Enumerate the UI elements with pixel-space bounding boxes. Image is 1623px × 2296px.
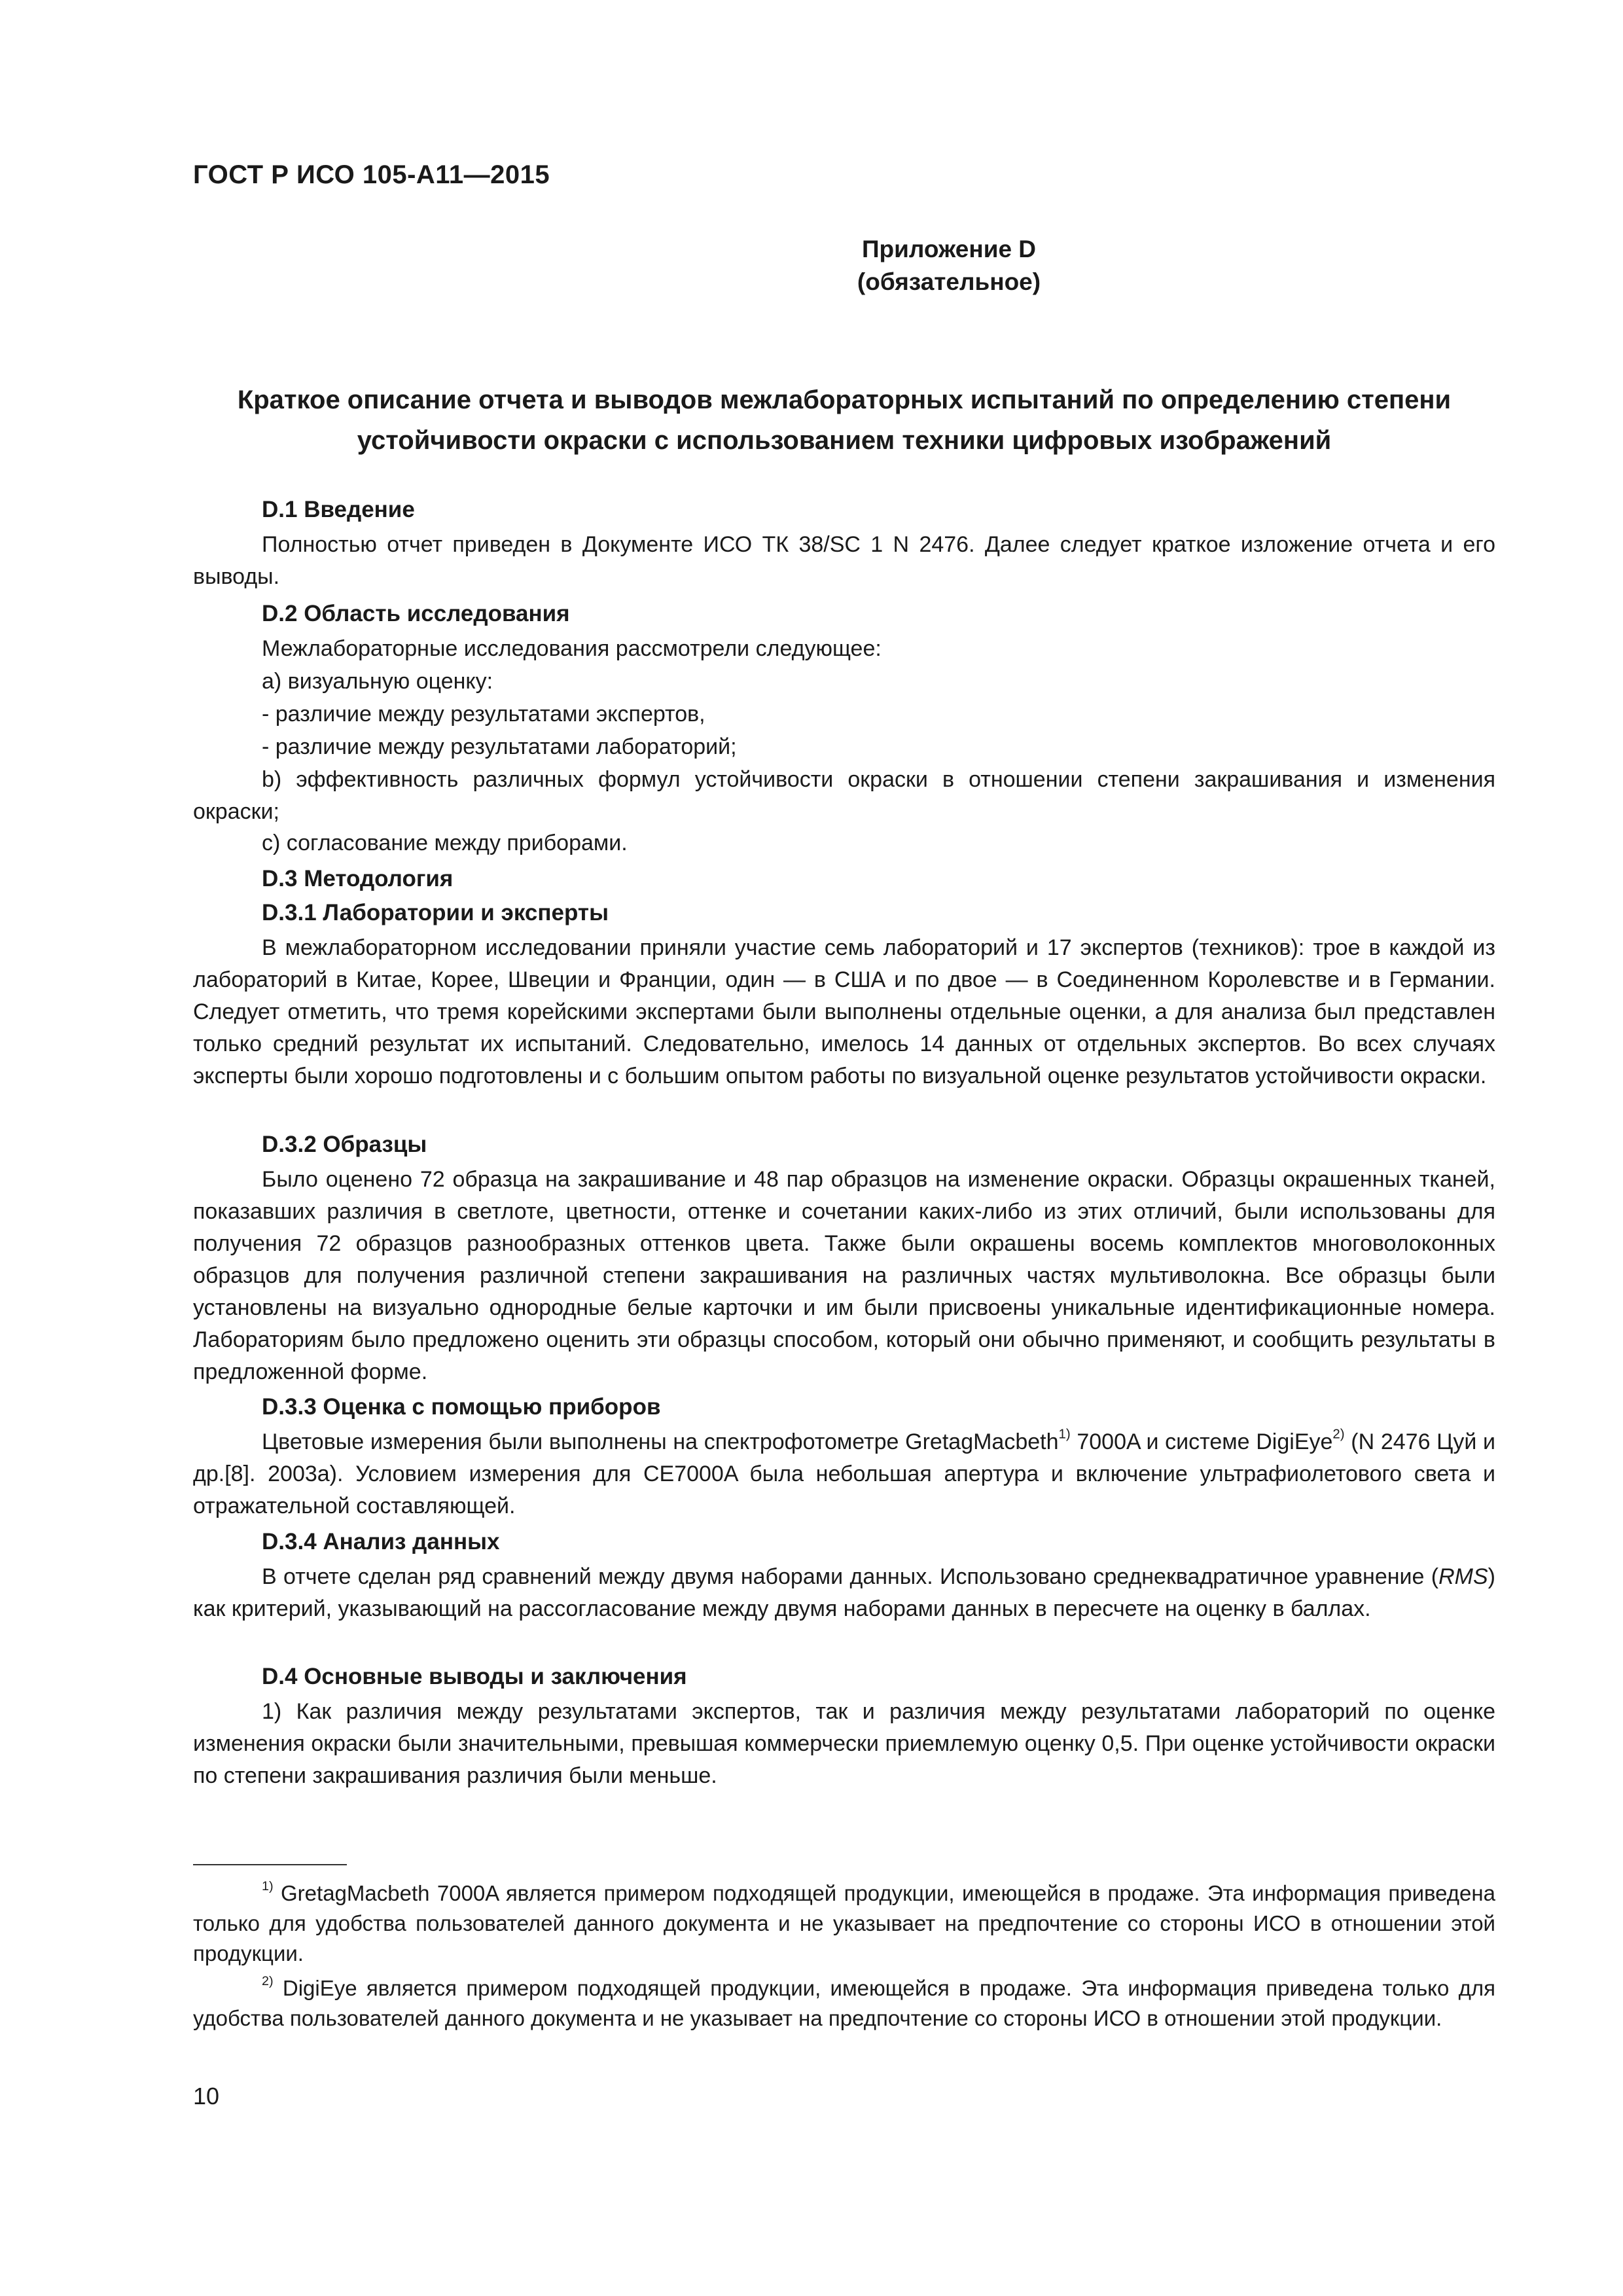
footnote-1-text: GretagMacbeth 7000A является примером подходящей продукции, имеющейся в продаже. Эта информация приведена только для удобства пользователей данного документа и не указывает на предпочтение со стороны ИСО в отношении этой продукции. [193, 1881, 1495, 1965]
appendix-label: Приложение D [861, 236, 1037, 262]
section-d34-text [193, 1561, 1495, 1625]
rms-abbreviation: RMS [1438, 1564, 1488, 1589]
d34-text-part-1: В отчете сделан ряд сравнений между двумя наборами данных. Использовано среднеквадратичное уравнение ( [262, 1564, 1439, 1589]
section-d3-heading: D.3 Методология [262, 866, 454, 891]
footnote-2 [193, 1973, 1495, 2034]
footnote-divider [193, 1864, 347, 1865]
section-d4-heading: D.4 Основные выводы и заключения [262, 1664, 687, 1689]
section-d4-text: 1) Как различия между результатами экспертов, так и различия между результатами лабораторий по оценке изменения окраски были значительными, превышая коммерчески приемлемую оценку 0,5. При оценке устойчивости окраски по степени закрашивания различия были меньше. [193, 1699, 1495, 1788]
list-item-b: b) эффективность различных формул устойчивости окраски в отношении степени закрашивания и изменения окраски; [193, 767, 1495, 824]
section-d32-text: Было оценено 72 образца на закрашивание и 48 пар образцов на изменение окраски. Образцы окрашенных тканей, показавших различия в светлоте, цветности, оттенке и сочетании каких-либо из этих отличий, были использованы для получения 72 образцов разнообразных оттенков цвета. Также были окрашены восемь комплектов многоволоконных образцов для получения различной степени закрашивания на различных частях мультиволокна. Все образцы были установлены на визуально однородные белые карточки и им были присвоены уникальные идентификационные номера. Лабораториям было предложено оценить эти образцы способом, который они обычно применяют, и сообщить результаты в предложенной форме. [193, 1167, 1495, 1384]
section-d31-heading: D.3.1 Лаборатории и эксперты [262, 900, 609, 925]
footnote-2-text: DigiEye является примером подходящей продукции, имеющейся в продаже. Эта информация приведена только для удобства пользователей данного документа и не указывает на предпочтение со стороны ИСО в отношении этой продукции. [193, 1976, 1495, 2030]
d33-text-part-2: 7000A и системе DigiEye [1070, 1429, 1333, 1454]
section-d1-text: Полностью отчет приведен в Документе ИСО ТК 38/SC 1 N 2476. Далее следует краткое изложение отчета и его выводы. [193, 532, 1495, 589]
footnote-1 [193, 1878, 1495, 1969]
list-item-a2: - различие между результатами лабораторий; [262, 734, 737, 759]
appendix-status: (обязательное) [857, 268, 1041, 295]
appendix-title-line-2: устойчивости окраски с использованием техники цифровых изображений [357, 426, 1332, 455]
footnote-ref-1: 1) [1058, 1427, 1071, 1442]
d34-text-part-2: ) как критерий, указывающий на рассогласование между двумя наборами данных в пересчете на оценку в баллах. [193, 1564, 1495, 1621]
appendix-title-line-1: Краткое описание отчета и выводов межлабораторных испытаний по определению степени [237, 386, 1452, 414]
section-d32-heading: D.3.2 Образцы [262, 1132, 427, 1157]
page-number: 10 [193, 2083, 220, 2109]
section-d33-text [193, 1426, 1495, 1522]
d33-text-part-1: Цветовые измерения были выполнены на спектрофотометре GretagMacbeth [262, 1429, 1059, 1454]
section-d34-heading: D.3.4 Анализ данных [262, 1529, 500, 1554]
d33-text-part-3: (N 2476 Цуй и др.[8]. 2003a). Условием измерения для CE7000A была небольшая апертура и включение ультрафиолетового света и отражательной составляющей. [193, 1429, 1496, 1518]
appendix-title [193, 380, 1495, 461]
list-item-a: а) визуальную оценку: [262, 669, 493, 694]
section-d31-text: В межлабораторном исследовании приняли участие семь лабораторий и 17 экспертов (техников): трое в каждой из лабораторий в Китае, Корее, Швеции и Франции, один — в США и по двое — в Соединенном Королевстве и в Германии. Следует отметить, что тремя корейскими экспертами были выполнены отдельные оценки, а для анализа был представлен только средний результат их испытаний. Следовательно, имелось 14 данных от отдельных экспертов. Во всех случаях эксперты были хорошо подготовлены и с большим опытом работы по визуальной оценке результатов устойчивости окраски. [193, 935, 1495, 1088]
section-d2-intro: Межлабораторные исследования рассмотрели следующее: [262, 636, 882, 661]
section-d33-heading: D.3.3 Оценка с помощью приборов [262, 1394, 661, 1420]
list-item-a1: - различие между результатами экспертов, [262, 702, 705, 726]
section-d1-heading: D.1 Введение [262, 497, 415, 522]
footnote-2-mark: 2) [262, 1974, 274, 1989]
footnote-1-mark: 1) [262, 1879, 274, 1894]
footnote-ref-2: 2) [1332, 1427, 1345, 1442]
section-d2-heading: D.2 Область исследования [262, 601, 570, 626]
document-code: ГОСТ Р ИСО 105-А11—2015 [193, 160, 550, 189]
list-item-c: с) согласование между приборами. [262, 831, 628, 855]
